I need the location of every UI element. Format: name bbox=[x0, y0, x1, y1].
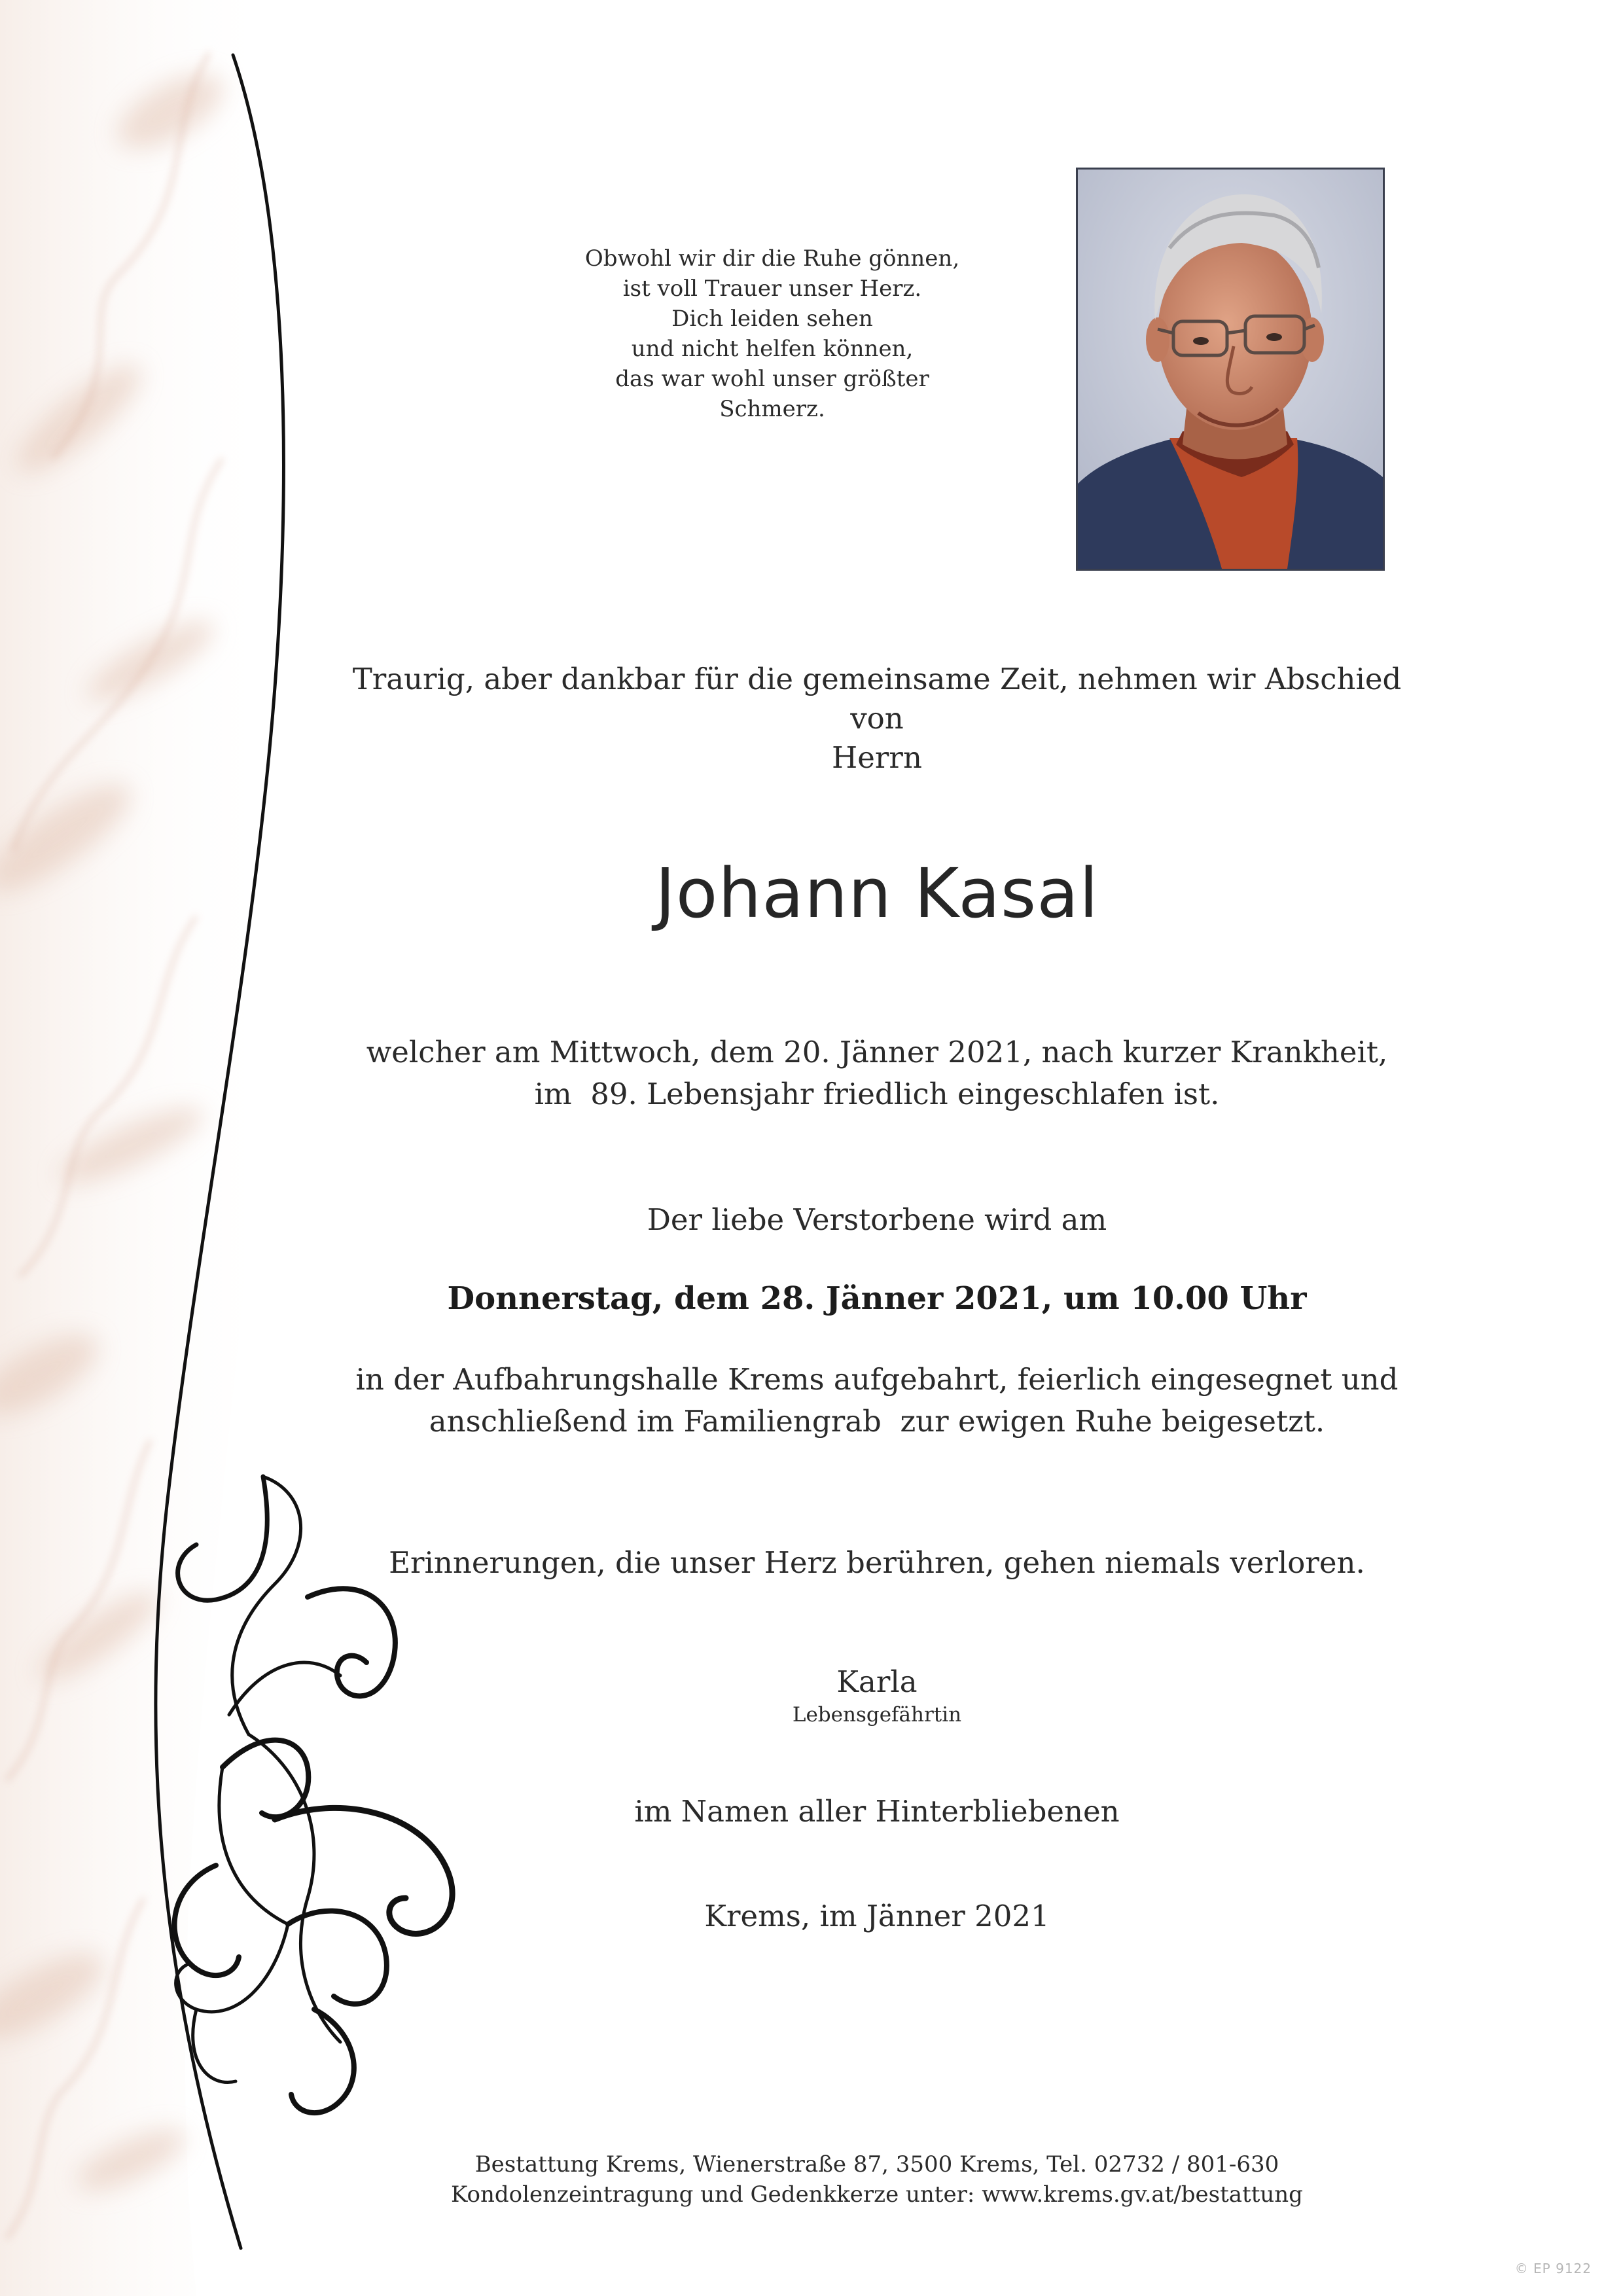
intro-text bbox=[327, 660, 1427, 778]
footer-condolence: Kondolenzeintragung und Gedenkkerze unter: www.krems.gv.at/bestattung bbox=[451, 2181, 1303, 2208]
portrait-photo bbox=[1076, 168, 1385, 571]
intro-line: Herrn bbox=[832, 740, 922, 775]
signer-relation: Lebensgefährtin bbox=[792, 1703, 962, 1727]
ceremony-text bbox=[327, 1359, 1427, 1443]
poem-line: und nicht helfen können, bbox=[631, 336, 914, 362]
death-notice bbox=[327, 1031, 1427, 1115]
template-code: © EP 9122 bbox=[1514, 2261, 1592, 2276]
footer bbox=[327, 2149, 1427, 2210]
poem-line: Schmerz. bbox=[719, 396, 825, 422]
poem-line: Dich leiden sehen bbox=[671, 306, 873, 332]
family-line: im Namen aller Hinterbliebenen bbox=[634, 1794, 1120, 1829]
signer-name: Karla bbox=[836, 1664, 918, 1699]
death-notice-line: im 89. Lebensjahr friedlich eingeschlafen ist. bbox=[534, 1077, 1220, 1111]
flourish-swirl-icon bbox=[0, 0, 497, 2296]
funeral-date: Donnerstag, dem 28. Jänner 2021, um 10.00 Uhr bbox=[447, 1280, 1307, 1317]
poem-line: ist voll Trauer unser Herz. bbox=[622, 276, 922, 302]
intro-line: Traurig, aber dankbar für die gemeinsame Zeit, nehmen wir Abschied von bbox=[352, 662, 1402, 736]
announcement: Der liebe Verstorbene wird am bbox=[647, 1202, 1107, 1237]
footer-address: Bestattung Krems, Wienerstraße 87, 3500 Krems, Tel. 02732 / 801-630 bbox=[474, 2151, 1279, 2178]
place-date: Krems, im Jänner 2021 bbox=[704, 1899, 1050, 1933]
poem-line: das war wohl unser größter bbox=[615, 366, 929, 392]
death-notice-line: welcher am Mittwoch, dem 20. Jänner 2021, nach kurzer Krankheit, bbox=[366, 1035, 1388, 1069]
poem bbox=[510, 243, 1034, 424]
ceremony-line: anschließend im Familiengrab zur ewigen Ruhe beigesetzt. bbox=[429, 1404, 1325, 1439]
poem-line: Obwohl wir dir die Ruhe gönnen, bbox=[584, 245, 960, 272]
memorial-quote: Erinnerungen, die unser Herz berühren, gehen niemals verloren. bbox=[389, 1545, 1365, 1580]
deceased-name: Johann Kasal bbox=[655, 853, 1099, 933]
ceremony-line: in der Aufbahrungshalle Krems aufgebahrt, feierlich eingesegnet und bbox=[355, 1362, 1399, 1397]
